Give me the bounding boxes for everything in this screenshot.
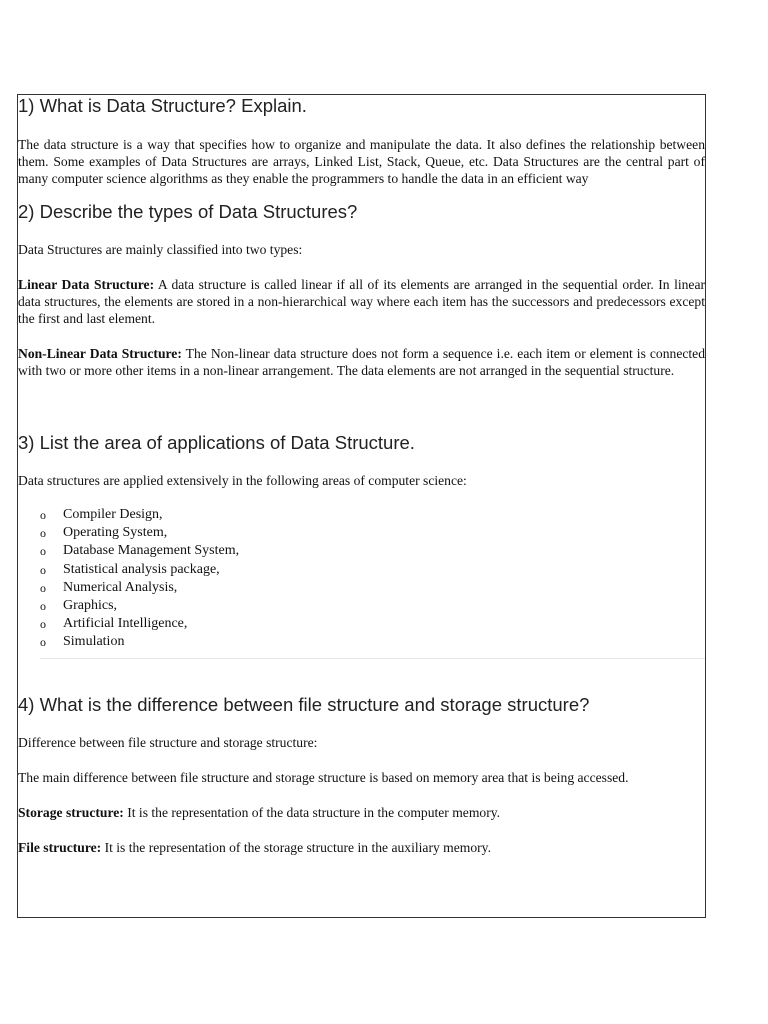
bullet-marker: o — [40, 635, 46, 650]
storage-structure-definition — [18, 804, 705, 821]
list-item — [18, 615, 705, 633]
list-item-text: Simulation — [63, 634, 125, 650]
non-linear-definition — [18, 345, 705, 379]
section-3-intro-text: Data structures are applied extensively in the following areas of computer science: — [18, 473, 467, 488]
section-4 — [18, 694, 705, 856]
list-item-text: Compiler Design, — [63, 507, 163, 522]
list-item-text: Graphics, — [63, 598, 118, 614]
section-1-paragraph-text: The data structure is a way that specifies how to organize and manipulate the data. It also defines the relationship between them. Some examples of Data Structures are arrays, Linked List, Stack, Queue, etc. Data Structures are the central part of many computer science algorithms as they enable the programmers to handle the data in an efficient way — [18, 137, 705, 186]
list-item — [18, 542, 705, 560]
list-item — [18, 597, 705, 615]
bullet-marker: o — [40, 526, 46, 541]
list-item-text: Numerical Analysis, — [63, 579, 178, 595]
section-3 — [18, 432, 705, 659]
storage-structure-term: Storage structure: — [18, 804, 124, 820]
list-item — [18, 506, 705, 524]
list-item — [18, 633, 705, 651]
bullet-marker: o — [40, 617, 46, 632]
non-linear-term: Non-Linear Data Structure: — [18, 346, 182, 361]
section-1 — [18, 95, 705, 187]
list-item-text: Operating System, — [63, 525, 168, 541]
bullet-marker: o — [40, 599, 46, 614]
section-4-heading: 4) What is the difference between file structure and storage structure? — [18, 693, 590, 715]
applications-list — [18, 506, 705, 652]
document-content — [18, 94, 705, 856]
list-item-text: Statistical analysis package, — [63, 561, 220, 577]
section-3-intro — [18, 472, 705, 489]
linear-text: A data structure is called linear if all of its elements are arranged in the sequential order. In linear data structures, the elements are stored in a non-hierarchical way where each item has the successors and predecessors except the first and last element. — [18, 277, 706, 326]
section-1-paragraph — [18, 136, 705, 187]
non-linear-text: The Non-linear data structure does not form a sequence i.e. each item or element is connected with two or more other items in a non-linear arrangement. The data elements are not arranged in the sequential structure. — [18, 346, 706, 378]
list-item — [18, 524, 705, 542]
list-item — [18, 561, 705, 579]
file-structure-definition — [18, 839, 705, 856]
list-item-text: Artificial Intelligence, — [63, 616, 188, 632]
section-divider — [40, 658, 705, 659]
section-2-heading: 2) Describe the types of Data Structures? — [18, 201, 358, 222]
bullet-marker: o — [40, 562, 46, 577]
section-4-difference-text: The main difference between file structure and storage structure is based on memory area that is being accessed. — [18, 769, 629, 785]
section-2-intro — [18, 241, 705, 258]
file-structure-text: It is the representation of the storage structure in the auxiliary memory. — [101, 839, 491, 855]
section-2 — [18, 201, 705, 379]
bullet-marker: o — [40, 508, 46, 522]
section-4-difference — [18, 769, 705, 786]
linear-term: Linear Data Structure: — [18, 277, 155, 292]
section-4-intro-text: Difference between file structure and storage structure: — [18, 734, 318, 750]
list-item — [18, 579, 705, 597]
file-structure-term: File structure: — [18, 839, 102, 855]
section-4-intro — [18, 734, 705, 751]
storage-structure-text: It is the representation of the data structure in the computer memory. — [123, 804, 501, 820]
section-3-heading: 3) List the area of applications of Data Structure. — [18, 432, 415, 453]
list-item-text: Database Management System, — [63, 543, 240, 559]
section-2-intro-text: Data Structures are mainly classified into two types: — [18, 242, 303, 257]
bullet-marker: o — [40, 580, 46, 595]
section-1-heading: 1) What is Data Structure? Explain. — [18, 95, 307, 116]
linear-definition — [18, 276, 705, 327]
bullet-marker: o — [40, 544, 46, 559]
